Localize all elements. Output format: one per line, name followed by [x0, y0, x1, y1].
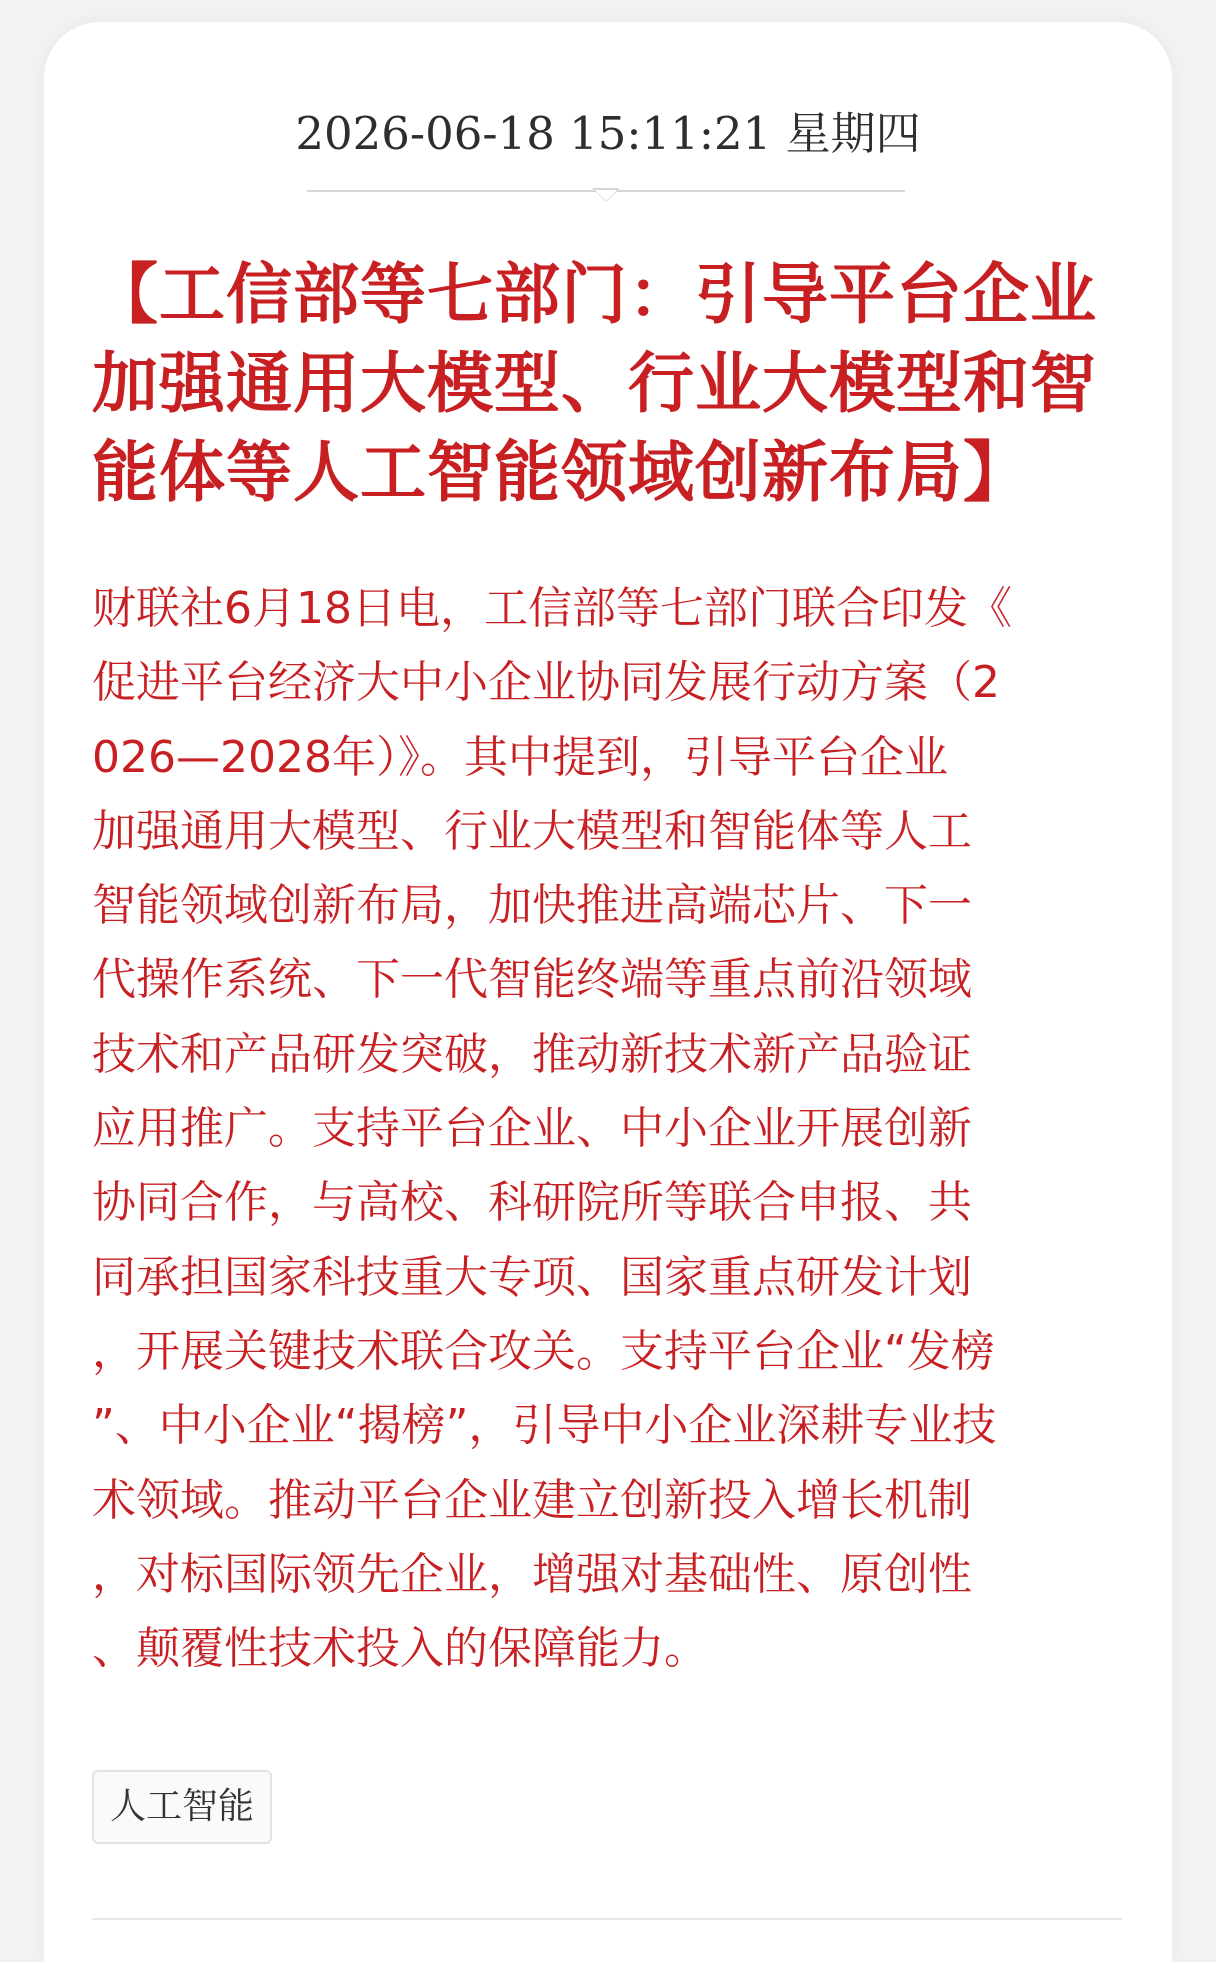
body-line: 财联社6月18日电，工信部等七部门联合印发《 [92, 583, 1012, 634]
body-line: 协同合作，与高校、科研院所等联合申报、共 [92, 1177, 972, 1229]
body-line: 、颠覆性技术投入的保障能力。 [92, 1623, 708, 1675]
body-line: 智能领域创新布局，加快推进高端芯片、下一 [92, 880, 972, 932]
headline-line: 能体等人工智能领域创新布局】 [92, 434, 1030, 511]
body-line: 应用推广。支持平台企业、中小企业开展创新 [92, 1103, 972, 1155]
article-headline [92, 250, 1132, 517]
headline-line: 加强通用大模型、行业大模型和智 [92, 345, 1097, 422]
body-line: 加强通用大模型、行业大模型和智能体等人工 [92, 805, 972, 857]
body-line: 026—2028年）》。其中提到，引导平台企业 [92, 731, 948, 783]
body-line: ，开展关键技术联合攻关。支持平台企业“发榜 [92, 1325, 995, 1377]
body-line: 技术和产品研发突破，推动新技术新产品验证 [92, 1028, 972, 1080]
divider-notch-fill [595, 190, 617, 201]
headline-line: 【工信部等七部门：引导平台企业 [92, 256, 1097, 333]
bottom-divider [92, 1918, 1122, 1920]
body-line: ”、中小企业“揭榜”，引导中小企业深耕专业技 [92, 1400, 997, 1452]
body-line: 术领域。推动平台企业建立创新投入增长机制 [92, 1474, 972, 1526]
article-body [92, 572, 1132, 1686]
body-line: 代操作系统、下一代智能终端等重点前沿领域 [92, 954, 972, 1006]
topic-tag-button[interactable]: 人工智能 [92, 1770, 272, 1844]
body-line: 促进平台经济大中小企业协同发展行动方案（2 [92, 657, 1000, 709]
body-line: ，对标国际领先企业，增强对基础性、原创性 [92, 1548, 972, 1600]
body-line: 同承担国家科技重大专项、国家重点研发计划 [92, 1251, 972, 1303]
publish-timestamp: 2026-06-18 15:11:21 星期四 [295, 107, 921, 160]
